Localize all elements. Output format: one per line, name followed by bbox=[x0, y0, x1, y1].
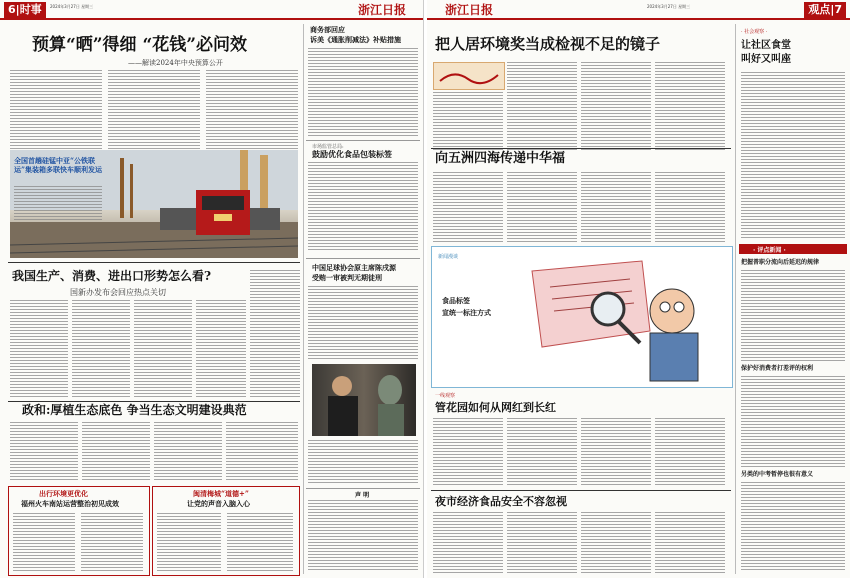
sidebar-item2-title: 保护好消费者打差评的权利 bbox=[741, 365, 814, 372]
right-article4-text-col3 bbox=[581, 512, 651, 574]
sidebar-item3-title: 另类的中考暂停也很有意义 bbox=[741, 471, 814, 478]
right-article1-text-col0 bbox=[433, 92, 503, 150]
left-column-divider bbox=[303, 24, 304, 574]
left-article1-text-col3 bbox=[206, 70, 298, 150]
right-article3-title: 管花园如何从网红到长红 bbox=[435, 401, 556, 414]
left-box1-text-col2 bbox=[81, 513, 143, 571]
right-article1-text-col2 bbox=[581, 62, 651, 150]
sidebar-item1-text bbox=[741, 270, 845, 362]
left-article5-kicker: 市场监管总局: bbox=[312, 144, 344, 150]
left-article6-title-line2: 受贿一审被判无期徒刑 bbox=[312, 273, 382, 282]
sidebar-lead-title-line2: 叫好又叫座 bbox=[741, 54, 791, 65]
left-notice-text bbox=[308, 500, 418, 572]
left-article1-text-col2 bbox=[108, 70, 200, 150]
right-article1-text-col3 bbox=[655, 62, 725, 150]
right-article3-text-col4 bbox=[655, 418, 725, 486]
right-article4-title: 夜市经济食品安全不容忽视 bbox=[435, 495, 567, 508]
left-box2 bbox=[152, 486, 300, 576]
left-article2-title: 我国生产、消费、进出口形势怎么看? bbox=[12, 269, 212, 283]
left-article5-text bbox=[308, 162, 418, 252]
right-article4-text-col1 bbox=[433, 512, 503, 574]
left-article3-text-col1 bbox=[10, 422, 78, 482]
left-article6-text bbox=[308, 286, 418, 360]
left-masthead: 浙江日报 bbox=[358, 3, 407, 17]
right-page-number: 7 bbox=[834, 3, 842, 16]
left-notice-label: 声 明 bbox=[355, 492, 370, 499]
right-article2-text-col2 bbox=[507, 172, 577, 242]
right-article3-label: 一线观察 bbox=[435, 393, 456, 399]
sidebar-lead-text bbox=[741, 72, 845, 238]
left-article4-title-line2: 诉美《通胀削减法》补贴措施 bbox=[310, 35, 401, 44]
left-article2-text-col4 bbox=[196, 300, 246, 398]
left-box1-title-line2: 福州火车南站运营整治初见成效 bbox=[21, 499, 119, 508]
right-article1-text-col1 bbox=[507, 62, 577, 150]
right-article4-text-col4 bbox=[655, 512, 725, 574]
left-article2-text-col3 bbox=[134, 300, 192, 398]
right-article2-title: 向五洲四海传递中华福 bbox=[435, 151, 566, 166]
right-page-number-box: 观点|7 bbox=[804, 2, 846, 18]
left-article4-text bbox=[308, 48, 418, 136]
left-box1-title-line1: 出行环境更优化 bbox=[39, 489, 88, 498]
left-divider-3 bbox=[306, 140, 420, 141]
right-article1-title: 把人居环境奖当成检视不足的镜子 bbox=[435, 35, 661, 53]
left-article3-text-col4 bbox=[226, 422, 298, 482]
sidebar-item1-title: 把握普职分流向后延迟的规律 bbox=[741, 259, 820, 266]
right-article4-text-col2 bbox=[507, 512, 577, 574]
cartoon-caption-line1: 食品标签 bbox=[442, 296, 470, 305]
right-article3-text-col3 bbox=[581, 418, 651, 486]
left-page bbox=[0, 0, 424, 578]
right-divider-2 bbox=[431, 490, 731, 491]
left-box2-text-col1 bbox=[157, 513, 221, 571]
left-divider-1 bbox=[8, 262, 300, 263]
left-article1-text-col1 bbox=[10, 70, 102, 150]
column-logo-graphic bbox=[434, 63, 504, 89]
cartoon-illustration bbox=[522, 251, 727, 383]
left-article6-title-line1: 中国足球协会原主席陈戌源 bbox=[312, 263, 396, 272]
left-article2-subtitle: 国新办发布会回应热点关切 bbox=[70, 288, 166, 297]
cartoon-box bbox=[431, 246, 733, 388]
left-article4-title-line1: 商务部回应 bbox=[310, 25, 345, 34]
left-divider-5 bbox=[306, 488, 420, 489]
left-article1-subtitle: ——解读2024年中央预算公开 bbox=[128, 59, 223, 67]
photo-caption: 全国首趟硅锰中亚“公铁联运”集装箱多联快车顺利发运 bbox=[14, 156, 103, 175]
sidebar-comments-header-bar bbox=[739, 244, 847, 254]
right-page bbox=[427, 0, 850, 578]
courtroom-photo-illustration bbox=[312, 364, 416, 436]
left-article6-text-2 bbox=[308, 440, 418, 484]
cartoon-caption-line2: 宣统一标注方式 bbox=[442, 308, 491, 317]
left-divider-2 bbox=[8, 401, 300, 402]
right-divider-1 bbox=[431, 148, 731, 149]
sidebar-tag: · 社会观察 · bbox=[741, 29, 768, 35]
left-box2-title-line2: 让党的声音入脑入心 bbox=[187, 499, 250, 508]
left-box2-title-line1: 闽清梅城“道德+” bbox=[193, 489, 249, 498]
left-article5-title: 鼓励优化食品包装标签 bbox=[312, 149, 392, 159]
right-article3-text-col2 bbox=[507, 418, 577, 486]
right-header-info: 2024年3月27日 星期三 bbox=[647, 4, 691, 9]
left-box2-text-col2 bbox=[227, 513, 293, 571]
left-article3-text-col3 bbox=[154, 422, 222, 482]
left-article2-text-col1 bbox=[10, 300, 68, 398]
left-article1-title: 预算“晒”得细 “花钱”必问效 bbox=[32, 35, 248, 55]
left-header-info: 2024年3月27日 星期三 bbox=[50, 4, 94, 9]
left-page-section: 时事 bbox=[19, 3, 42, 16]
cartoon-label: 新闻漫谈 bbox=[438, 254, 459, 260]
right-article2-text-col1 bbox=[433, 172, 503, 242]
right-masthead: 浙江日报 bbox=[445, 3, 494, 17]
left-page-header bbox=[0, 2, 423, 20]
photo-caption-text bbox=[14, 186, 102, 222]
left-page-number-box: 6|时事 bbox=[4, 2, 46, 18]
sidebar-item2-text bbox=[741, 376, 845, 468]
left-page-number: 6 bbox=[8, 3, 16, 16]
courtroom-photo bbox=[312, 364, 416, 436]
sidebar-comments-header: · 评点新闻 · bbox=[753, 247, 786, 254]
right-article2-text-col4 bbox=[655, 172, 725, 242]
right-column-divider bbox=[735, 24, 736, 574]
sidebar-item3-text bbox=[741, 482, 845, 572]
left-box1-text-col1 bbox=[13, 513, 75, 571]
right-article3-text-col1 bbox=[433, 418, 503, 486]
sidebar-lead-title-line1: 让社区食堂 bbox=[741, 40, 791, 51]
right-page-header bbox=[427, 2, 850, 20]
left-article3-title: 政和:厚植生态底色 争当生态文明建设典范 bbox=[22, 403, 247, 417]
left-article3-text-col2 bbox=[82, 422, 150, 482]
right-page-section: 观点 bbox=[808, 3, 831, 16]
right-article2-text-col3 bbox=[581, 172, 651, 242]
left-divider-4 bbox=[306, 258, 420, 259]
left-box1 bbox=[8, 486, 150, 576]
left-article2-text-col2 bbox=[72, 300, 130, 398]
right-article1-column-logo bbox=[433, 62, 505, 90]
left-article2-text-col5 bbox=[250, 270, 300, 398]
